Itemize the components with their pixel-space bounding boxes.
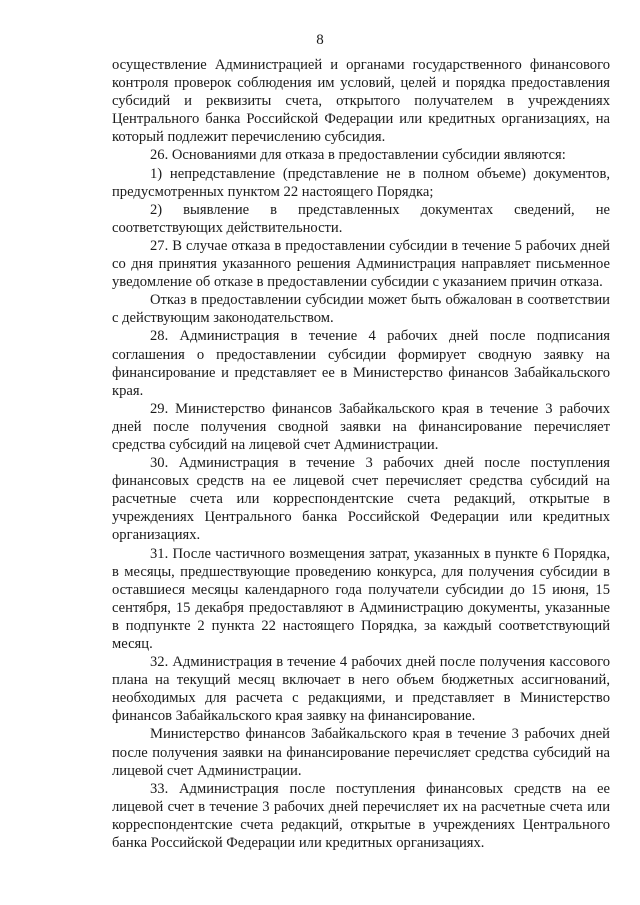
page-number: 8 (316, 32, 324, 48)
paragraph-29: 29. Министерство финансов Забайкальского края в течение 3 рабочих дней после получения сводной заявки на финансирование перечисляет средства субсидий на лицевой счет Администрации. (112, 400, 610, 453)
document-body (112, 56, 610, 852)
paragraph-33: 33. Администрация после поступления финансовых средств на ее лицевой счет в течение 3 рабочих дней перечисляет их на расчетные счета или корреспондентские счета редакций, открытые в учреждениях Центрального банка Российской Федерации или кредитных организациях. (112, 780, 610, 852)
paragraph-30: 30. Администрация в течение 3 рабочих дней после поступления финансовых средств на ее лицевой счет перечисляет средства субсидий на расчетные счета или корреспондентские счета редакций, открытые в учреждениях Центрального банка Российской Федерации или кредитных организациях. (112, 455, 610, 544)
paragraph-26-item-2: 2) выявление в представленных документах сведений, не соответствующих действительности. (112, 201, 610, 236)
paragraph-32-ministry: Министерство финансов Забайкальского края в течение 3 рабочих дней после получения заявки на финансирование перечисляет средства субсидий на лицевой счет Администрации. (112, 726, 610, 779)
paragraph-31: 31. После частичного возмещения затрат, указанных в пункте 6 Порядка, в месяцы, предшествующие проведению конкурса, для получения субсидии в оставшиеся месяцы календарного года получатели субсидии до 15 июня, 15 сентября, 15 декабря предоставляют в Администрацию документы, указанные в подпункте 2 пункта 22 настоящего Порядка, за каждый соответствующий месяц. (112, 545, 610, 652)
paragraph-28: 28. Администрация в течение 4 рабочих дней после подписания соглашения о предоставлении субсидии формирует сводную заявку на финансирование и представляет ее в Министерство финансов Забайкальского края. (112, 328, 610, 399)
paragraph-26-item-1: 1) непредставление (представление не в полном объеме) документов, предусмотренных пунктом 22 настоящего Порядка; (112, 165, 610, 200)
paragraph-26: 26. Основаниями для отказа в предоставлении субсидии являются: (150, 147, 566, 164)
paragraph-27-appeal: Отказ в предоставлении субсидии может быть обжалован в соответствии с действующим законодательством. (112, 292, 610, 327)
paragraph-32: 32. Администрация в течение 4 рабочих дней после получения кассового плана на текущий месяц включает в него объем бюджетных ассигнований, необходимых для расчета с редакциями, и представляет в Министерство финансов Забайкальского края заявку на финансирование. (112, 654, 610, 725)
paragraph-continuation: осуществление Администрацией и органами государственного финансового контроля проверок соблюдения им условий, целей и порядка предоставления субсидий и реквизиты счета, открытого получателем в учреждениях Центрального банка Российской Федерации или кредитных организациях, на который подлежит перечислению субсидия. (112, 57, 610, 146)
paragraph-27: 27. В случае отказа в предоставлении субсидии в течение 5 рабочих дней со дня принятия указанного решения Администрация направляет письменное уведомление об отказе в предоставлении субсидии с указанием причин отказа. (112, 237, 610, 291)
